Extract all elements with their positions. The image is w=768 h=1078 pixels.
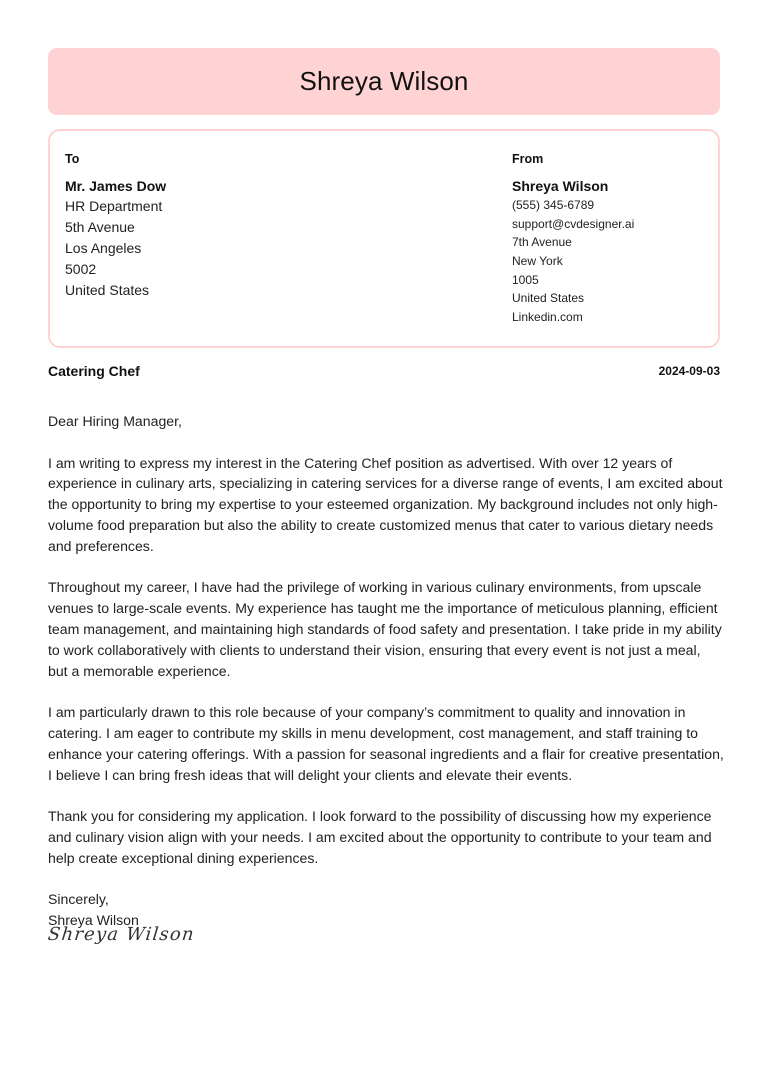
- handwritten-signature: Shreya Wilson: [46, 924, 196, 945]
- letter-body: [48, 411, 724, 931]
- greeting: Dear Hiring Manager,: [48, 413, 182, 429]
- position-title: Catering Chef: [48, 363, 140, 379]
- sender-city: New York: [512, 254, 563, 269]
- paragraph: Thank you for considering my application. I look forward to the possibility of discussing how my experience and culinary vision align with your needs. I am excited about the opportunity to contribute to your team and help create exceptional dining experiences.: [48, 808, 712, 866]
- sender-block: [512, 149, 634, 327]
- sender-country: United States: [512, 291, 585, 306]
- recipient-city: Los Angeles: [65, 240, 142, 256]
- recipient-block: [65, 149, 166, 301]
- applicant-name: Shreya Wilson: [299, 66, 469, 96]
- sender-phone: (555) 345-6789: [512, 198, 595, 212]
- recipient-postal-code: 5002: [65, 261, 97, 277]
- recipient-street: 5th Avenue: [65, 219, 135, 235]
- from-label: From: [512, 152, 544, 166]
- sender-email: support@cvdesigner.ai: [512, 216, 635, 231]
- sender-linkedin: Linkedin.com: [512, 310, 583, 325]
- recipient-department: HR Department: [65, 198, 163, 214]
- sender-postal-code: 1005: [512, 272, 539, 287]
- letter-date: 2024-09-03: [658, 364, 720, 378]
- sender-name: Shreya Wilson: [512, 178, 609, 194]
- paragraph: I am particularly drawn to this role because of your company’s commitment to quality and innovation in catering. I am eager to contribute my skills in menu development, cost management, and staff training to enhance your catering offerings. With a passion for seasonal ingredients and a flair for creative presentation, I believe I can bring fresh ideas that will delight your clients and elevate their events.: [48, 704, 724, 783]
- to-label: To: [65, 152, 80, 166]
- sender-street: 7th Avenue: [512, 235, 572, 250]
- paragraph: Throughout my career, I have had the privilege of working in various culinary environments, from upscale venues to large-scale events. My experience has taught me the importance of meticulous planning, efficient team management, and maintaining high standards of food safety and presentation. I take pride in my ability to work collaboratively with clients to understand their vision, ensuring that every event is not just a meal, but a memorable experience.: [48, 579, 722, 679]
- closing: Sincerely,: [48, 891, 109, 908]
- name-header: [48, 48, 720, 115]
- recipient-country: United States: [65, 282, 150, 298]
- closing-name: Shreya Wilson: [48, 912, 139, 929]
- paragraph: I am writing to express my interest in the Catering Chef position as advertised. With over 12 years of experience in culinary arts, specializing in catering services for a diverse range of events, I am excited about the opportunity to bring my expertise to your esteemed organization. My background includes not only high-volume food preparation but also the ability to create customized menus that cater to various dietary needs and preferences.: [48, 454, 723, 554]
- address-box: [48, 129, 720, 348]
- recipient-name: Mr. James Dow: [65, 178, 167, 194]
